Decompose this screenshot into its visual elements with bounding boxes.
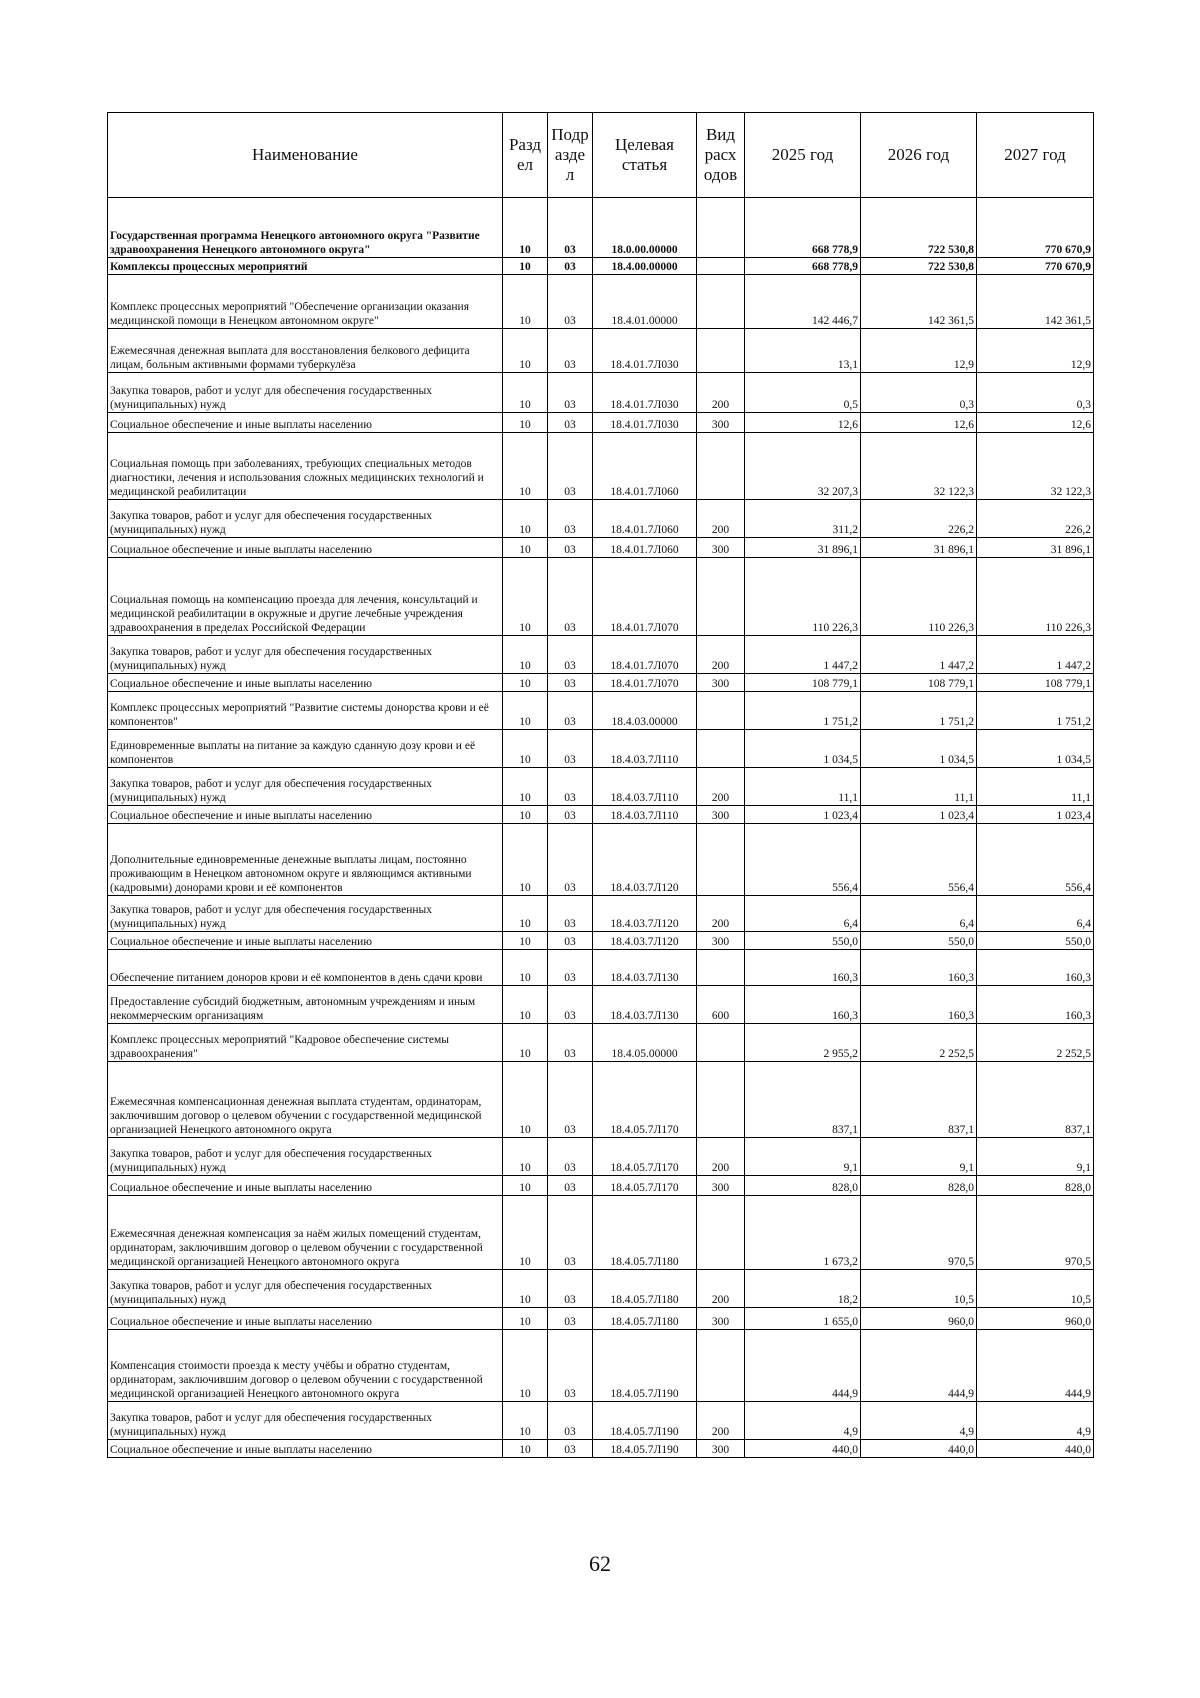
cell-2027: 0,3 xyxy=(977,373,1094,413)
cell-name: Социальное обеспечение и иные выплаты населению xyxy=(108,1176,503,1196)
cell-2026: 837,1 xyxy=(861,1062,977,1138)
cell-name: Ежемесячная денежная компенсация за наём жилых помещений студентам, ординаторам, заключившим договор о целевом обучении с государственной медицинской организацией Ненецкого автономного округа xyxy=(108,1196,503,1270)
cell-name: Предоставление субсидий бюджетным, автономным учреждениям и иным некоммерческим организациям xyxy=(108,986,503,1024)
cell-2027: 160,3 xyxy=(977,950,1094,986)
cell-razdel: 10 xyxy=(503,1196,548,1270)
cell-podrazdel: 03 xyxy=(548,538,593,558)
cell-2026: 440,0 xyxy=(861,1440,977,1458)
cell-2026: 550,0 xyxy=(861,932,977,950)
cell-target: 18.4.03.7Л110 xyxy=(593,768,697,806)
cell-target: 18.4.01.7Л060 xyxy=(593,433,697,500)
cell-razdel: 10 xyxy=(503,806,548,824)
cell-vid: 300 xyxy=(697,1176,745,1196)
cell-vid xyxy=(697,1062,745,1138)
cell-vid xyxy=(697,433,745,500)
cell-2025: 160,3 xyxy=(745,950,861,986)
cell-2025: 110 226,3 xyxy=(745,558,861,636)
cell-2025: 668 778,9 xyxy=(745,198,861,258)
cell-2027: 1 034,5 xyxy=(977,730,1094,768)
header-2026: 2026 год xyxy=(861,113,977,198)
cell-name: Комплексы процессных мероприятий xyxy=(108,258,503,275)
cell-razdel: 10 xyxy=(503,433,548,500)
cell-vid xyxy=(697,329,745,373)
cell-razdel: 10 xyxy=(503,932,548,950)
cell-razdel: 10 xyxy=(503,329,548,373)
cell-name: Закупка товаров, работ и услуг для обеспечения государственных (муниципальных) нужд xyxy=(108,1402,503,1440)
table-row xyxy=(108,932,1094,950)
cell-2027: 444,9 xyxy=(977,1330,1094,1402)
cell-2027: 10,5 xyxy=(977,1270,1094,1308)
table-row xyxy=(108,198,1094,258)
cell-2027: 110 226,3 xyxy=(977,558,1094,636)
cell-2026: 556,4 xyxy=(861,824,977,896)
cell-podrazdel: 03 xyxy=(548,1308,593,1330)
cell-2026: 10,5 xyxy=(861,1270,977,1308)
cell-razdel: 10 xyxy=(503,986,548,1024)
header-razdel: Разд ел xyxy=(503,113,548,198)
cell-razdel: 10 xyxy=(503,1270,548,1308)
cell-target: 18.4.01.7Л030 xyxy=(593,329,697,373)
cell-name: Социальная помощь при заболеваниях, требующих специальных методов диагностики, лечения и использования сложных медицинских технологий и медицинской реабилитации xyxy=(108,433,503,500)
cell-podrazdel: 03 xyxy=(548,500,593,538)
cell-2026: 11,1 xyxy=(861,768,977,806)
cell-2026: 6,4 xyxy=(861,896,977,932)
cell-2026: 1 023,4 xyxy=(861,806,977,824)
table-row xyxy=(108,986,1094,1024)
cell-podrazdel: 03 xyxy=(548,1138,593,1176)
cell-razdel: 10 xyxy=(503,1440,548,1458)
cell-2026: 110 226,3 xyxy=(861,558,977,636)
table-row xyxy=(108,413,1094,433)
cell-name: Закупка товаров, работ и услуг для обеспечения государственных (муниципальных) нужд xyxy=(108,1270,503,1308)
table-row xyxy=(108,896,1094,932)
cell-2027: 550,0 xyxy=(977,932,1094,950)
cell-2027: 6,4 xyxy=(977,896,1094,932)
cell-name: Комплекс процессных мероприятий "Обеспечение организации оказания медицинской помощи в Ненецком автономном округе" xyxy=(108,275,503,329)
cell-2025: 668 778,9 xyxy=(745,258,861,275)
page-number: 62 xyxy=(589,1551,611,1576)
cell-2027: 31 896,1 xyxy=(977,538,1094,558)
cell-2026: 0,3 xyxy=(861,373,977,413)
cell-target: 18.4.05.7Л180 xyxy=(593,1196,697,1270)
cell-2027: 12,6 xyxy=(977,413,1094,433)
cell-target: 18.4.01.7Л070 xyxy=(593,558,697,636)
cell-2027: 837,1 xyxy=(977,1062,1094,1138)
cell-razdel: 10 xyxy=(503,538,548,558)
cell-2027: 226,2 xyxy=(977,500,1094,538)
cell-podrazdel: 03 xyxy=(548,558,593,636)
cell-2026: 960,0 xyxy=(861,1308,977,1330)
cell-2027: 32 122,3 xyxy=(977,433,1094,500)
cell-target: 18.4.03.7Л130 xyxy=(593,986,697,1024)
table-row xyxy=(108,692,1094,730)
cell-2025: 32 207,3 xyxy=(745,433,861,500)
cell-podrazdel: 03 xyxy=(548,636,593,674)
cell-2025: 4,9 xyxy=(745,1402,861,1440)
cell-vid: 300 xyxy=(697,413,745,433)
cell-2025: 440,0 xyxy=(745,1440,861,1458)
table-row xyxy=(108,433,1094,500)
cell-podrazdel: 03 xyxy=(548,433,593,500)
cell-name: Социальное обеспечение и иные выплаты населению xyxy=(108,932,503,950)
cell-target: 18.4.05.7Л170 xyxy=(593,1176,697,1196)
cell-2026: 31 896,1 xyxy=(861,538,977,558)
cell-podrazdel: 03 xyxy=(548,1270,593,1308)
cell-2027: 12,9 xyxy=(977,329,1094,373)
cell-razdel: 10 xyxy=(503,275,548,329)
cell-vid xyxy=(697,730,745,768)
cell-razdel: 10 xyxy=(503,768,548,806)
cell-target: 18.4.05.7Л190 xyxy=(593,1402,697,1440)
cell-target: 18.4.03.7Л120 xyxy=(593,824,697,896)
cell-vid: 200 xyxy=(697,1270,745,1308)
cell-2026: 4,9 xyxy=(861,1402,977,1440)
cell-2025: 828,0 xyxy=(745,1176,861,1196)
cell-podrazdel: 03 xyxy=(548,768,593,806)
table-row xyxy=(108,1270,1094,1308)
cell-name: Обеспечение питанием доноров крови и её компонентов в день сдачи крови xyxy=(108,950,503,986)
cell-2026: 1 751,2 xyxy=(861,692,977,730)
cell-name: Комплекс процессных мероприятий "Развитие системы донорства крови и её компонентов" xyxy=(108,692,503,730)
cell-podrazdel: 03 xyxy=(548,373,593,413)
header-target: Целевая статья xyxy=(593,113,697,198)
cell-2025: 18,2 xyxy=(745,1270,861,1308)
cell-name: Социальное обеспечение и иные выплаты населению xyxy=(108,806,503,824)
cell-vid xyxy=(697,258,745,275)
cell-vid xyxy=(697,692,745,730)
cell-podrazdel: 03 xyxy=(548,896,593,932)
cell-2027: 4,9 xyxy=(977,1402,1094,1440)
cell-2027: 1 447,2 xyxy=(977,636,1094,674)
cell-podrazdel: 03 xyxy=(548,730,593,768)
cell-target: 18.4.05.7Л170 xyxy=(593,1062,697,1138)
table-row xyxy=(108,1330,1094,1402)
cell-target: 18.4.05.7Л190 xyxy=(593,1330,697,1402)
cell-name: Компенсация стоимости проезда к месту учёбы и обратно студентам, ординаторам, заключившим договор о целевом обучении с государственной медицинской организацией Ненецкого автономного округа xyxy=(108,1330,503,1402)
cell-name: Дополнительные единовременные денежные выплаты лицам, постоянно проживающим в Ненецком автономном округе и являющимся активными (кадровыми) донорами крови и её компонентов xyxy=(108,824,503,896)
cell-2026: 226,2 xyxy=(861,500,977,538)
cell-2026: 142 361,5 xyxy=(861,275,977,329)
cell-podrazdel: 03 xyxy=(548,413,593,433)
cell-vid: 200 xyxy=(697,896,745,932)
cell-podrazdel: 03 xyxy=(548,1330,593,1402)
cell-vid xyxy=(697,558,745,636)
cell-2025: 12,6 xyxy=(745,413,861,433)
cell-target: 18.4.05.7Л180 xyxy=(593,1308,697,1330)
cell-2025: 2 955,2 xyxy=(745,1024,861,1062)
cell-target: 18.4.01.7Л070 xyxy=(593,636,697,674)
cell-vid xyxy=(697,1196,745,1270)
cell-vid: 200 xyxy=(697,636,745,674)
table-row xyxy=(108,538,1094,558)
cell-podrazdel: 03 xyxy=(548,674,593,692)
cell-name: Ежемесячная денежная выплата для восстановления белкового дефицита лицам, больным активными формами туберкулёза xyxy=(108,329,503,373)
table-row xyxy=(108,373,1094,413)
cell-razdel: 10 xyxy=(503,636,548,674)
cell-target: 18.4.03.00000 xyxy=(593,692,697,730)
cell-2026: 722 530,8 xyxy=(861,198,977,258)
cell-2025: 31 896,1 xyxy=(745,538,861,558)
table-row xyxy=(108,1062,1094,1138)
cell-2027: 160,3 xyxy=(977,986,1094,1024)
cell-2026: 828,0 xyxy=(861,1176,977,1196)
cell-razdel: 10 xyxy=(503,373,548,413)
cell-name: Закупка товаров, работ и услуг для обеспечения государственных (муниципальных) нужд xyxy=(108,373,503,413)
table-header-row xyxy=(108,113,1094,198)
cell-podrazdel: 03 xyxy=(548,198,593,258)
cell-name: Закупка товаров, работ и услуг для обеспечения государственных (муниципальных) нужд xyxy=(108,768,503,806)
cell-2027: 960,0 xyxy=(977,1308,1094,1330)
cell-name: Закупка товаров, работ и услуг для обеспечения государственных (муниципальных) нужд xyxy=(108,636,503,674)
cell-podrazdel: 03 xyxy=(548,950,593,986)
budget-table xyxy=(107,112,1094,1458)
cell-2027: 1 023,4 xyxy=(977,806,1094,824)
cell-razdel: 10 xyxy=(503,692,548,730)
header-podrazdel: Подр азде л xyxy=(548,113,593,198)
cell-2027: 770 670,9 xyxy=(977,198,1094,258)
cell-razdel: 10 xyxy=(503,413,548,433)
cell-podrazdel: 03 xyxy=(548,329,593,373)
cell-razdel: 10 xyxy=(503,1308,548,1330)
cell-2026: 108 779,1 xyxy=(861,674,977,692)
cell-2025: 1 673,2 xyxy=(745,1196,861,1270)
cell-razdel: 10 xyxy=(503,1402,548,1440)
cell-razdel: 10 xyxy=(503,258,548,275)
cell-2027: 440,0 xyxy=(977,1440,1094,1458)
table-row xyxy=(108,806,1094,824)
cell-2025: 311,2 xyxy=(745,500,861,538)
header-vid: Вид расх одов xyxy=(697,113,745,198)
cell-2027: 770 670,9 xyxy=(977,258,1094,275)
cell-2026: 160,3 xyxy=(861,986,977,1024)
cell-name: Социальная помощь на компенсацию проезда для лечения, консультаций и медицинской реабилитации в окружные и другие лечебные учреждения здравоохранения в пределах Российской Федерации xyxy=(108,558,503,636)
cell-2025: 550,0 xyxy=(745,932,861,950)
cell-2025: 556,4 xyxy=(745,824,861,896)
cell-vid: 200 xyxy=(697,768,745,806)
cell-vid: 200 xyxy=(697,373,745,413)
cell-2027: 970,5 xyxy=(977,1196,1094,1270)
budget-table-container xyxy=(107,112,1093,1458)
cell-target: 18.4.01.7Л060 xyxy=(593,500,697,538)
cell-target: 18.4.03.7Л110 xyxy=(593,806,697,824)
cell-razdel: 10 xyxy=(503,1024,548,1062)
table-row xyxy=(108,730,1094,768)
cell-2025: 13,1 xyxy=(745,329,861,373)
table-row xyxy=(108,950,1094,986)
cell-vid xyxy=(697,1024,745,1062)
cell-2027: 2 252,5 xyxy=(977,1024,1094,1062)
cell-vid: 200 xyxy=(697,1138,745,1176)
table-row xyxy=(108,1440,1094,1458)
table-body xyxy=(108,198,1094,1458)
cell-podrazdel: 03 xyxy=(548,1440,593,1458)
cell-razdel: 10 xyxy=(503,824,548,896)
cell-podrazdel: 03 xyxy=(548,824,593,896)
cell-2026: 2 252,5 xyxy=(861,1024,977,1062)
cell-2026: 12,6 xyxy=(861,413,977,433)
cell-vid: 300 xyxy=(697,538,745,558)
cell-podrazdel: 03 xyxy=(548,258,593,275)
cell-2026: 1 034,5 xyxy=(861,730,977,768)
cell-target: 18.4.03.7Л120 xyxy=(593,932,697,950)
cell-2026: 970,5 xyxy=(861,1196,977,1270)
table-row xyxy=(108,674,1094,692)
cell-2025: 444,9 xyxy=(745,1330,861,1402)
cell-podrazdel: 03 xyxy=(548,1402,593,1440)
cell-2026: 1 447,2 xyxy=(861,636,977,674)
cell-name: Государственная программа Ненецкого автономного округа "Развитие здравоохранения Ненецкого автономного округа" xyxy=(108,198,503,258)
cell-name: Комплекс процессных мероприятий "Кадровое обеспечение системы здравоохранения" xyxy=(108,1024,503,1062)
cell-2027: 142 361,5 xyxy=(977,275,1094,329)
cell-vid xyxy=(697,198,745,258)
cell-2027: 9,1 xyxy=(977,1138,1094,1176)
table-row xyxy=(108,1024,1094,1062)
cell-razdel: 10 xyxy=(503,1176,548,1196)
cell-2027: 556,4 xyxy=(977,824,1094,896)
header-name: Наименование xyxy=(108,113,503,198)
cell-vid: 600 xyxy=(697,986,745,1024)
table-row xyxy=(108,258,1094,275)
table-row xyxy=(108,636,1094,674)
cell-target: 18.4.03.7Л130 xyxy=(593,950,697,986)
cell-name: Социальное обеспечение и иные выплаты населению xyxy=(108,1440,503,1458)
cell-vid: 300 xyxy=(697,674,745,692)
cell-target: 18.4.01.7Л070 xyxy=(593,674,697,692)
table-row xyxy=(108,500,1094,538)
cell-2025: 1 655,0 xyxy=(745,1308,861,1330)
cell-vid: 200 xyxy=(697,1402,745,1440)
cell-target: 18.4.00.00000 xyxy=(593,258,697,275)
header-2025: 2025 год xyxy=(745,113,861,198)
cell-2025: 0,5 xyxy=(745,373,861,413)
cell-target: 18.4.01.7Л060 xyxy=(593,538,697,558)
cell-name: Социальное обеспечение и иные выплаты населению xyxy=(108,413,503,433)
cell-target: 18.4.01.7Л030 xyxy=(593,373,697,413)
table-row xyxy=(108,1196,1094,1270)
table-row xyxy=(108,1308,1094,1330)
table-row xyxy=(108,1138,1094,1176)
cell-vid xyxy=(697,275,745,329)
cell-podrazdel: 03 xyxy=(548,275,593,329)
cell-podrazdel: 03 xyxy=(548,1196,593,1270)
cell-target: 18.4.05.00000 xyxy=(593,1024,697,1062)
cell-vid: 300 xyxy=(697,1440,745,1458)
cell-target: 18.4.01.7Л030 xyxy=(593,413,697,433)
cell-2025: 108 779,1 xyxy=(745,674,861,692)
cell-podrazdel: 03 xyxy=(548,1176,593,1196)
cell-razdel: 10 xyxy=(503,1138,548,1176)
cell-2026: 444,9 xyxy=(861,1330,977,1402)
cell-name: Социальное обеспечение и иные выплаты населению xyxy=(108,1308,503,1330)
cell-podrazdel: 03 xyxy=(548,1024,593,1062)
cell-2027: 828,0 xyxy=(977,1176,1094,1196)
cell-2025: 160,3 xyxy=(745,986,861,1024)
table-row xyxy=(108,1402,1094,1440)
header-2027: 2027 год xyxy=(977,113,1094,198)
cell-target: 18.4.03.7Л120 xyxy=(593,896,697,932)
table-row xyxy=(108,275,1094,329)
cell-razdel: 10 xyxy=(503,1062,548,1138)
cell-razdel: 10 xyxy=(503,500,548,538)
cell-2026: 9,1 xyxy=(861,1138,977,1176)
cell-vid xyxy=(697,950,745,986)
cell-razdel: 10 xyxy=(503,730,548,768)
cell-razdel: 10 xyxy=(503,1330,548,1402)
cell-name: Закупка товаров, работ и услуг для обеспечения государственных (муниципальных) нужд xyxy=(108,1138,503,1176)
cell-2025: 142 446,7 xyxy=(745,275,861,329)
table-row xyxy=(108,824,1094,896)
table-row xyxy=(108,558,1094,636)
cell-name: Закупка товаров, работ и услуг для обеспечения государственных (муниципальных) нужд xyxy=(108,500,503,538)
cell-razdel: 10 xyxy=(503,950,548,986)
cell-2025: 1 034,5 xyxy=(745,730,861,768)
cell-podrazdel: 03 xyxy=(548,1062,593,1138)
cell-name: Закупка товаров, работ и услуг для обеспечения государственных (муниципальных) нужд xyxy=(108,896,503,932)
cell-vid xyxy=(697,1330,745,1402)
cell-target: 18.4.05.7Л170 xyxy=(593,1138,697,1176)
cell-razdel: 10 xyxy=(503,674,548,692)
cell-2025: 837,1 xyxy=(745,1062,861,1138)
cell-target: 18.0.00.00000 xyxy=(593,198,697,258)
cell-razdel: 10 xyxy=(503,198,548,258)
cell-name: Ежемесячная компенсационная денежная выплата студентам, ординаторам, заключившим договор о целевом обучении с государственной медицинской организацией Ненецкого автономного округа xyxy=(108,1062,503,1138)
cell-name: Социальное обеспечение и иные выплаты населению xyxy=(108,674,503,692)
cell-2026: 722 530,8 xyxy=(861,258,977,275)
cell-2027: 11,1 xyxy=(977,768,1094,806)
table-row xyxy=(108,329,1094,373)
cell-2026: 32 122,3 xyxy=(861,433,977,500)
cell-vid: 300 xyxy=(697,806,745,824)
cell-podrazdel: 03 xyxy=(548,806,593,824)
cell-vid: 300 xyxy=(697,932,745,950)
cell-target: 18.4.05.7Л190 xyxy=(593,1440,697,1458)
table-row xyxy=(108,768,1094,806)
cell-2026: 160,3 xyxy=(861,950,977,986)
cell-2025: 1 447,2 xyxy=(745,636,861,674)
cell-vid: 300 xyxy=(697,1308,745,1330)
cell-name: Единовременные выплаты на питание за каждую сданную дозу крови и её компонентов xyxy=(108,730,503,768)
cell-vid xyxy=(697,824,745,896)
cell-name: Социальное обеспечение и иные выплаты населению xyxy=(108,538,503,558)
cell-2025: 9,1 xyxy=(745,1138,861,1176)
cell-target: 18.4.03.7Л110 xyxy=(593,730,697,768)
cell-2025: 11,1 xyxy=(745,768,861,806)
cell-2025: 1 751,2 xyxy=(745,692,861,730)
cell-2026: 12,9 xyxy=(861,329,977,373)
cell-target: 18.4.05.7Л180 xyxy=(593,1270,697,1308)
cell-podrazdel: 03 xyxy=(548,986,593,1024)
cell-podrazdel: 03 xyxy=(548,692,593,730)
cell-podrazdel: 03 xyxy=(548,932,593,950)
cell-2027: 108 779,1 xyxy=(977,674,1094,692)
table-row xyxy=(108,1176,1094,1196)
cell-2027: 1 751,2 xyxy=(977,692,1094,730)
cell-2025: 1 023,4 xyxy=(745,806,861,824)
cell-razdel: 10 xyxy=(503,896,548,932)
cell-razdel: 10 xyxy=(503,558,548,636)
cell-target: 18.4.01.00000 xyxy=(593,275,697,329)
cell-2025: 6,4 xyxy=(745,896,861,932)
cell-vid: 200 xyxy=(697,500,745,538)
